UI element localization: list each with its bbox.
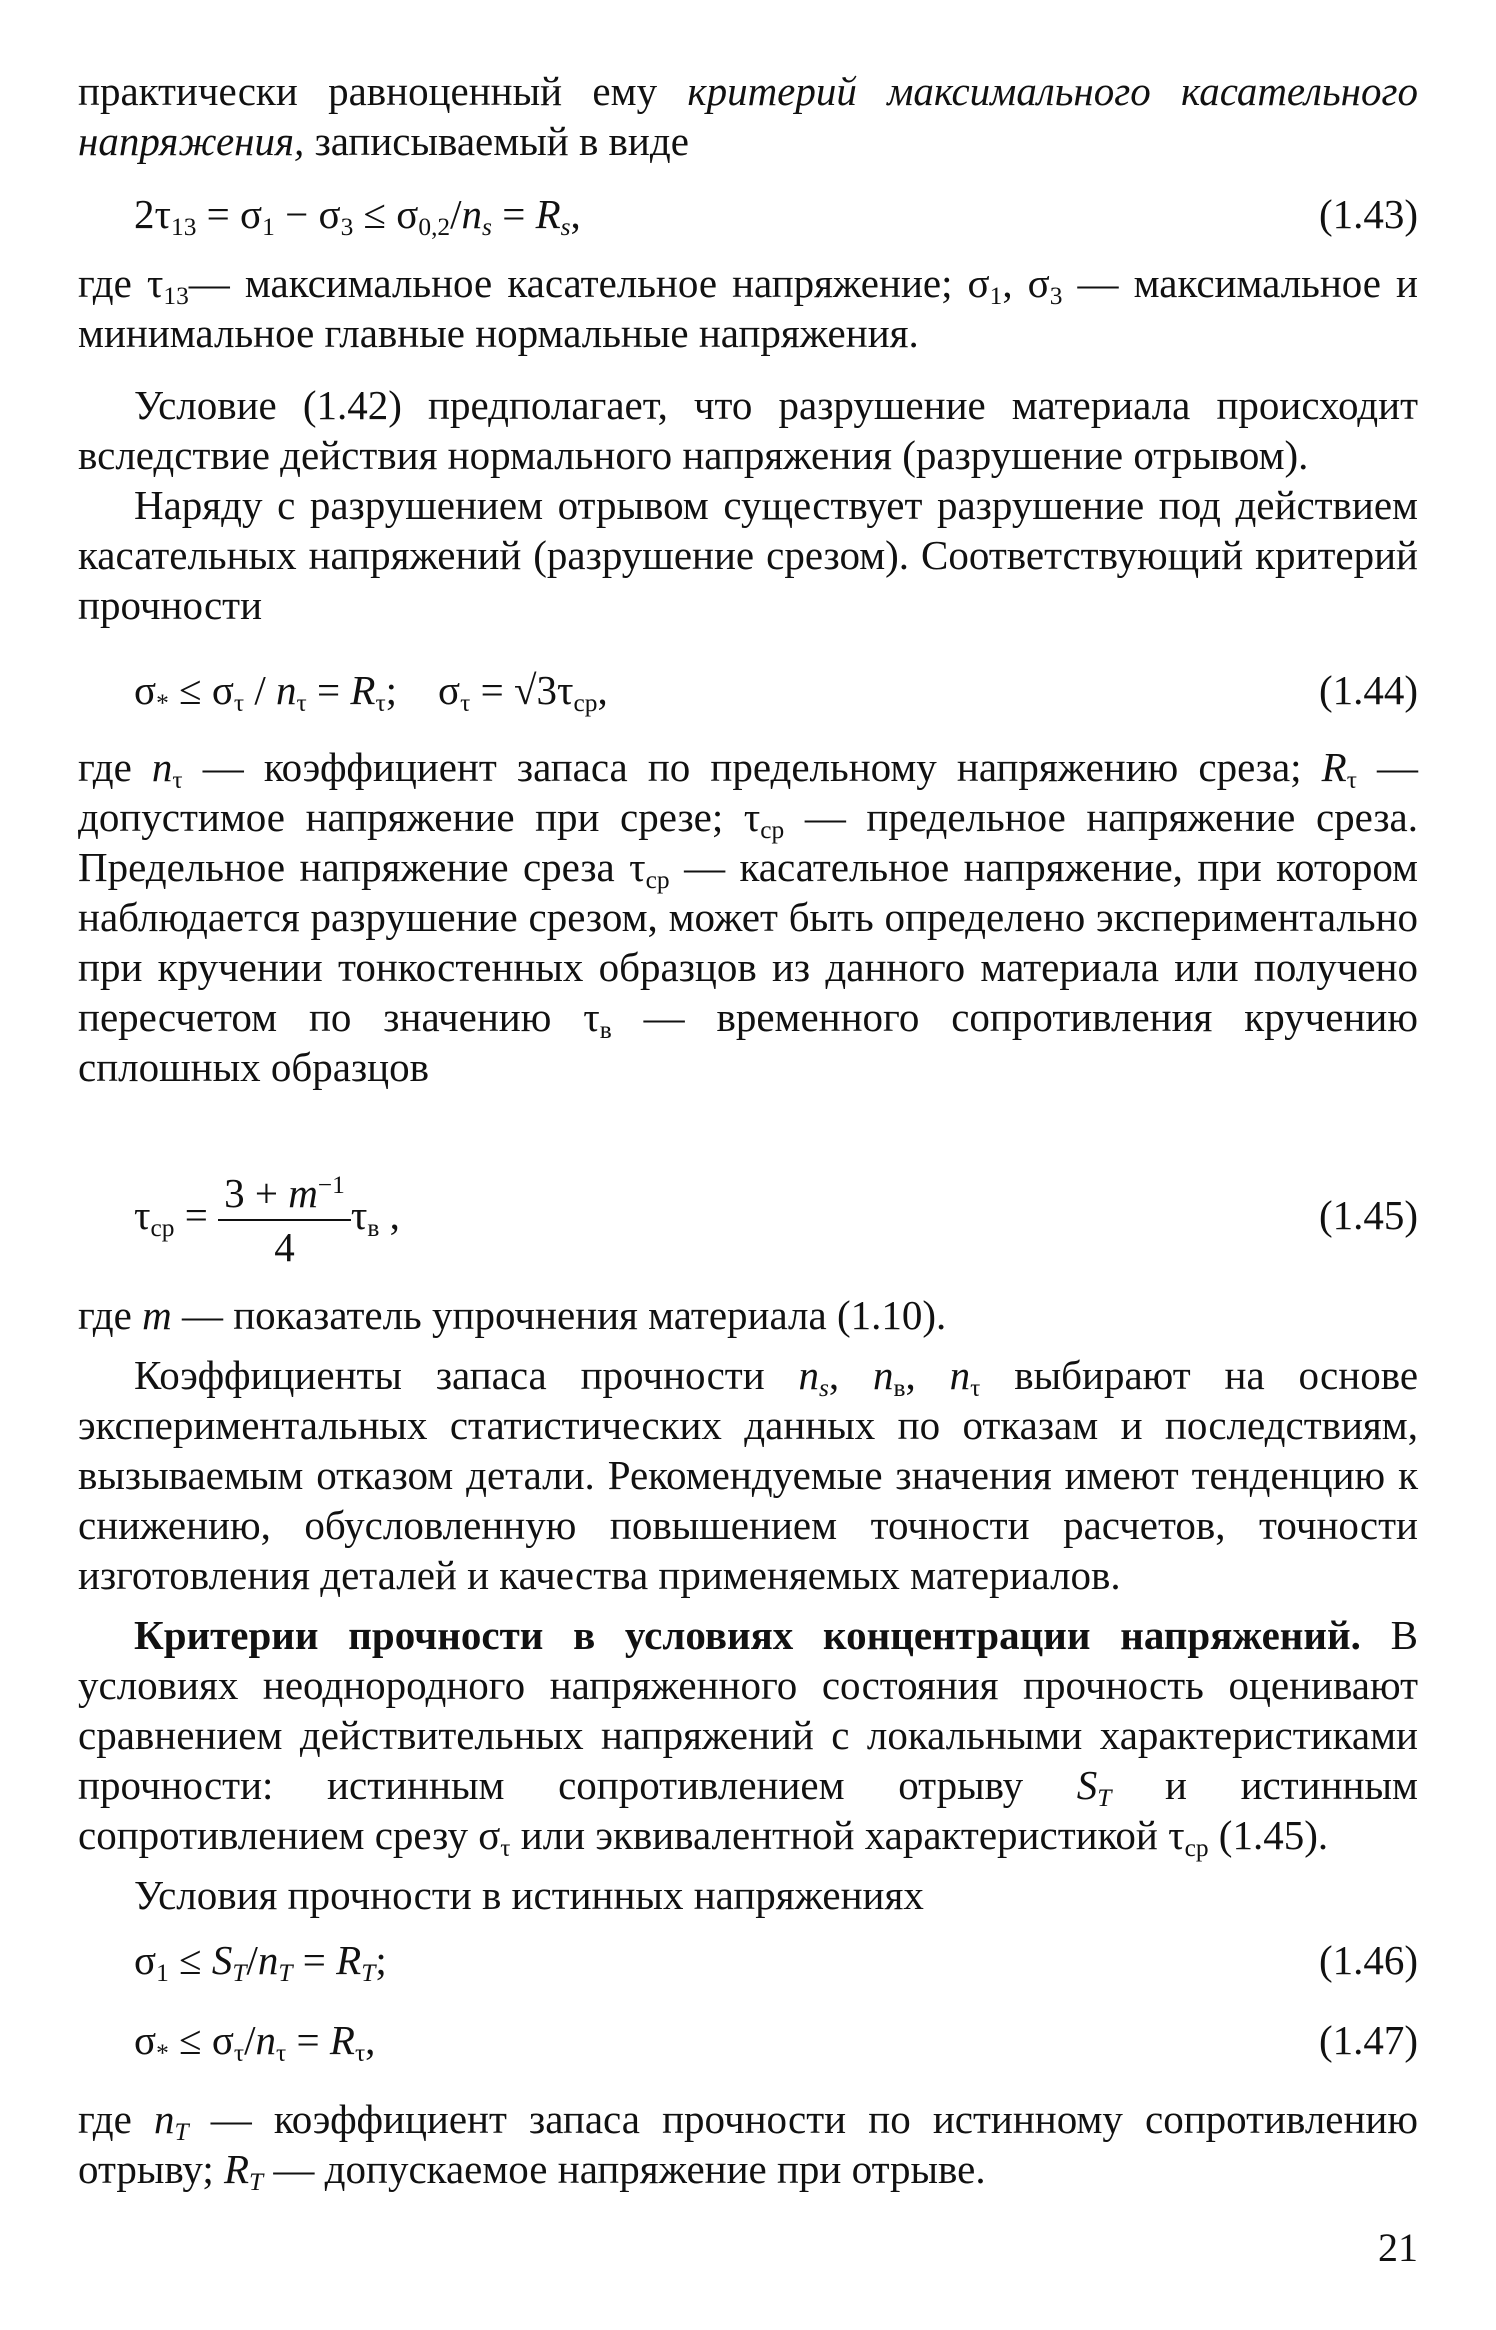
paragraph-where-1-46: где $n_T$ — коэффициент запаса прочности по истинному сопротивлению отрыву; $R_T$ — допускаемое напряжение при отрыве. [78, 2096, 1418, 2197]
formula: $2\tau_{13} = \sigma_1 - \sigma_3 \le \sigma_{0,2}/n_s = R_s$, [134, 191, 581, 242]
formula: $\tau_{ср}$ = $\frac{3 + m^{-1}}{4}$ $\tau_в$ , [134, 1160, 400, 1273]
formula: $\sigma_1 \le S_T/n_T = R_T$; [134, 1937, 387, 1988]
text: практически равноценный ему [78, 68, 688, 114]
section-heading: Критерии прочности в условиях концентрации напряжений. [134, 1612, 1361, 1658]
equation-1-46 [78, 1930, 1418, 1990]
equation-number: (1.47) [1318, 2017, 1418, 2063]
equation-1-43 [78, 184, 1418, 244]
paragraph-where-1-44: где $n_\tau$ — коэффициент запаса по предельному напряжению среза; $R_\tau$ — допустимое напряжение при срезе; $\tau_{ср}$ — предельное напряжение среза. Предельное напряжение среза $\tau_{ср}$ — касательное напряжение, при котором наблюдается разрушение срезом, может быть определено экспериментально при кручении тонкостенных образцов из данного материала или получено пересчетом по значению $\tau_в$ — временного сопротивления кручению сплошных образцов [78, 744, 1418, 1090]
paragraph-intro [78, 66, 1418, 166]
formula: $\sigma_* \le \sigma_\tau / n_\tau = R_\tau$; $\sigma_\tau = √3\tau_{ср}$, [134, 667, 608, 718]
equation-number: (1.45) [1318, 1192, 1418, 1238]
paragraph-true-stress: Условия прочности в истинных напряжениях [134, 1872, 924, 1918]
paragraph-where-1-45: где m — показатель упрочнения материала (1.10). [78, 1292, 947, 1338]
paragraph-stress-concentration: Критерии прочности в условиях концентрации напряжений. В условиях неоднородного напряженного состояния прочность оценивают сравнением действительных напряжений с локальными характеристиками прочности: истинным сопротивлением отрыву $S_T$ и истинным сопротивлением срезу $\sigma_\tau$ или эквивалентной характеристикой $\tau_{ср}$ (1.45). [78, 1612, 1418, 1863]
equation-1-47 [78, 2010, 1418, 2070]
paragraph-safety-factors: Коэффициенты запаса прочности $n_s$, $n_в$, $n_\tau$ выбирают на основе экспериментальных статистических данных по отказам и последствиям, вызываемым отказом детали. Рекомендуемые значения имеют тенденцию к снижению, обусловленную повышением точности расчетов, точности изготовления деталей и качества применяемых материалов. [78, 1352, 1419, 1598]
equation-number: (1.43) [1318, 191, 1418, 237]
text: записываемый в виде [304, 118, 689, 164]
paragraph-condition-1-42: Условие (1.42) предполагает, что разрушение материала происходит вследствие действия нормального напряжения (разрушение отрывом). [78, 382, 1418, 478]
equation-1-44 [78, 660, 1418, 720]
term-max-shear-criterion: критерий максимального касательного напряжения, [78, 68, 1418, 164]
equation-number: (1.44) [1318, 667, 1418, 713]
equation-number: (1.46) [1318, 1937, 1418, 1983]
paragraph-where-1-43: где $\tau_{13}—$ максимальное касательное напряжение; $\sigma_1$, $\sigma_3$ — максимальное и минимальное главные нормальные напряжения. [78, 260, 1419, 356]
page-number: 21 [1378, 2225, 1418, 2270]
fraction: $\frac{3 + m^{-1}}{4}$ [218, 1167, 351, 1273]
equation-1-45 [78, 1160, 1418, 1270]
paragraph-shear-failure: Наряду с разрушением отрывом существует разрушение под действием касательных напряжений (разрушение срезом). Соответствующий критерий прочности [78, 482, 1418, 628]
formula: $\sigma_* \le \sigma_\tau/n_\tau = R_\tau$, [134, 2017, 376, 2068]
